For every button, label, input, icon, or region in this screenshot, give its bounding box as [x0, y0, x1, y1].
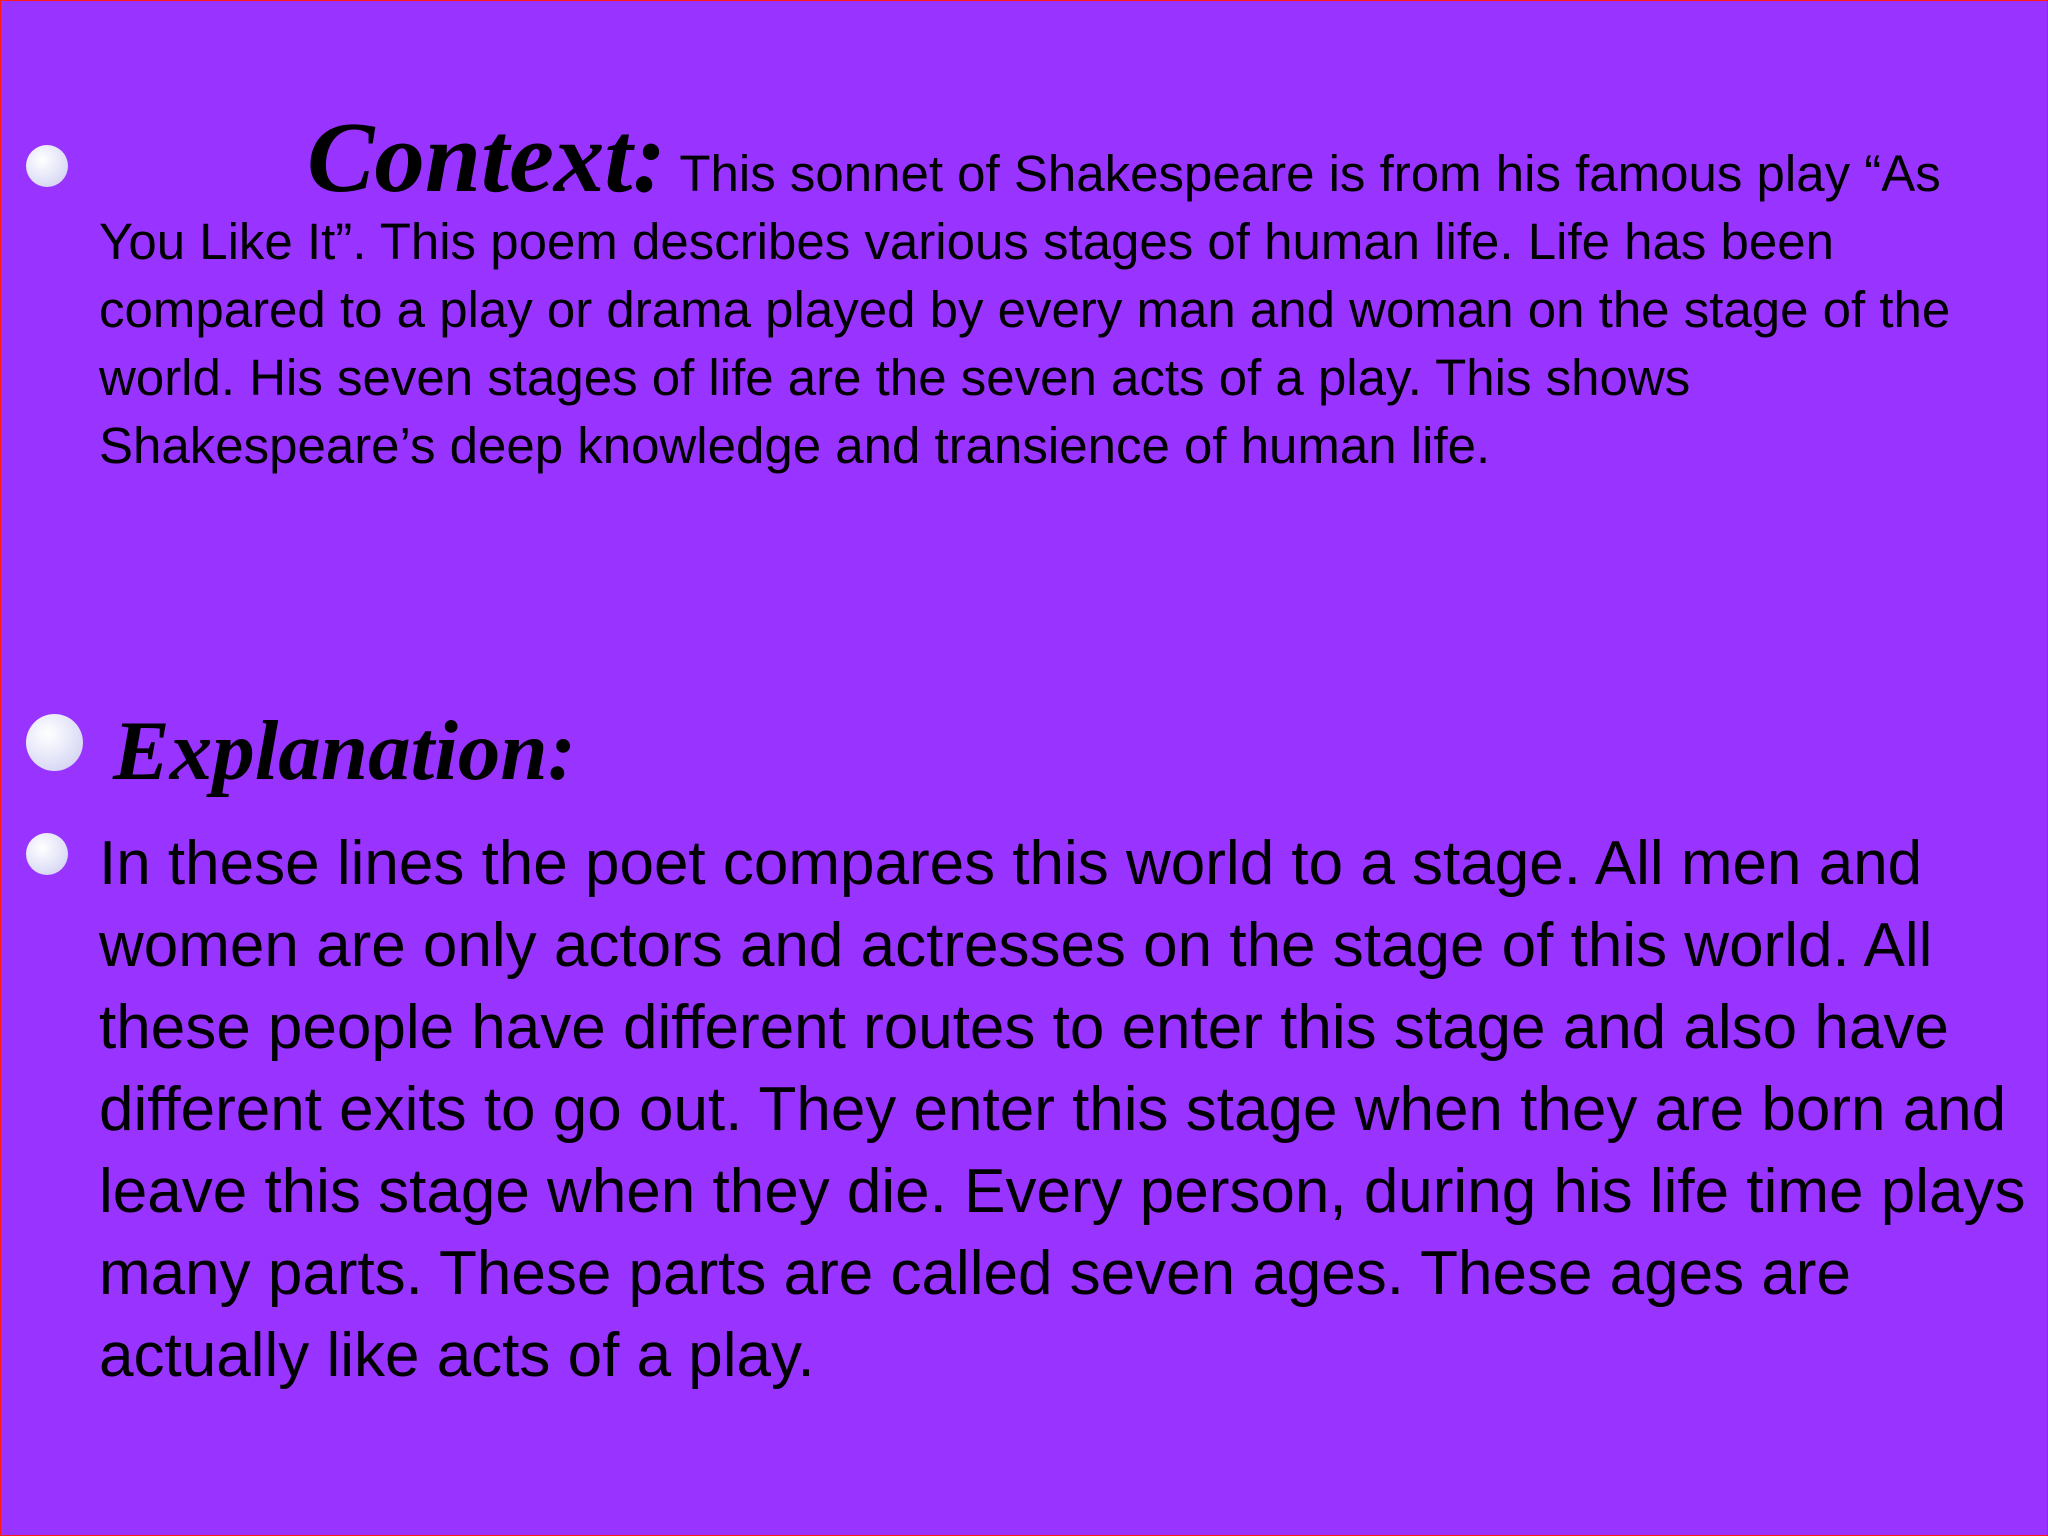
circle-bullet-icon — [26, 714, 83, 771]
context-paragraph — [99, 101, 2029, 480]
explanation-paragraph: In these lines the poet compares this world to a stage. All men and women are only actors and actresses on the stage of this world. All these people have different routes to enter this stage and also have different exits to go out. They enter this stage when they are born and leave this stage when they die. Every person, during his life time plays many parts. These parts are called seven ages. These ages are actually like acts of a play. — [99, 829, 2026, 1390]
context-text: This sonnet of Shakespeare is from his famous play “As You Like It”. This poem describes various stages of human life. Life has been compared to a play or drama played by every man and woman on the stage of the world. His seven stages of life are the seven acts of a play. This shows Shakespeare’s deep knowledge and transience of human life. — [99, 145, 1951, 474]
context-heading: Context: — [307, 101, 667, 213]
circle-bullet-icon — [26, 833, 68, 875]
explanation-heading: Explanation: — [113, 704, 576, 798]
circle-bullet-icon — [26, 145, 68, 187]
